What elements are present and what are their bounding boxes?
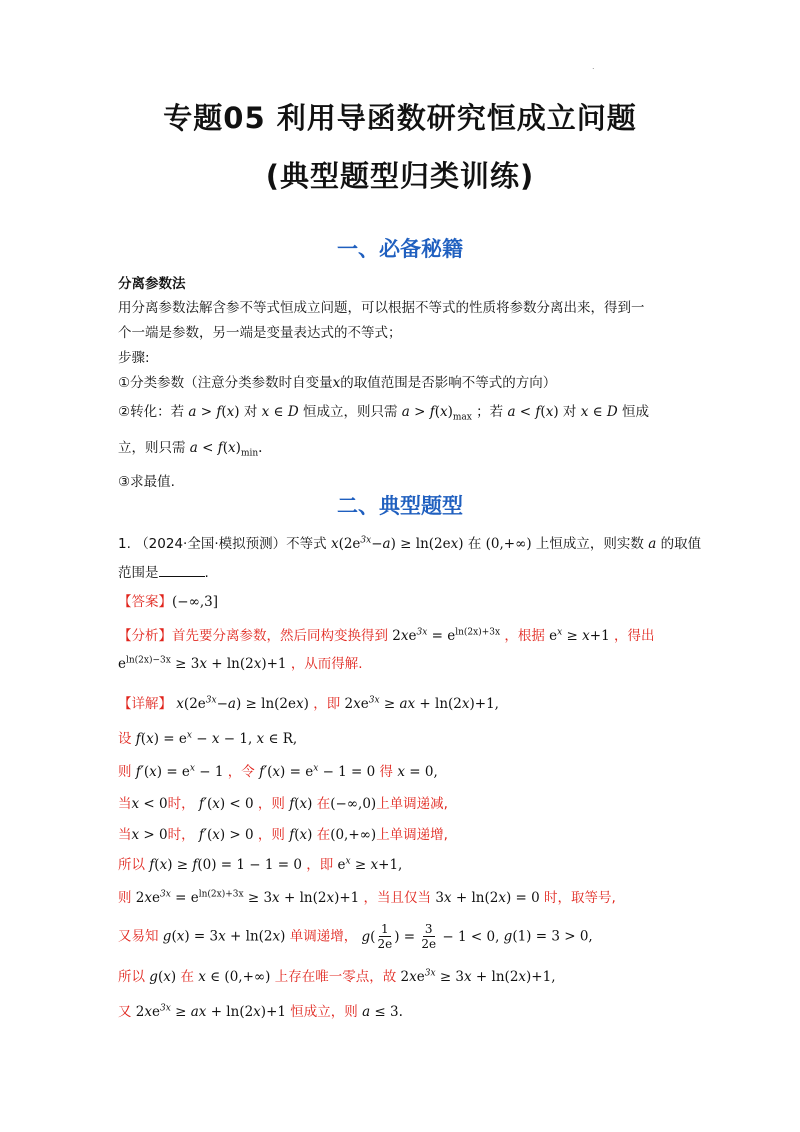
answer-line: 【答案】(−∞,3] (118, 594, 218, 610)
intro-line-1: 用分离参数法解含参不等式恒成立问题，可以根据不等式的性质将参数分离出来，得到一 (118, 300, 645, 316)
detail-line-2: 设 $f(x) = e^x - x - 1$, x ∈ R, (118, 730, 298, 747)
step-1: ①分类参数（注意分类参数时自变量x的取值范围是否影响不等式的方向） (118, 375, 557, 391)
intro-line-2: 个一端是参数，另一端是变量表达式的不等式； (118, 325, 402, 341)
document-title: 专题05 利用导函数研究恒成立问题 (163, 101, 637, 135)
detail-line-7: 则 $2xe^{3x} = e^{ln(2x)+3x} \ge 3x + \ln(2x)+1$ ，当且仅当 3x + ln(2x) = 0 时，取等号, (118, 889, 616, 906)
detail-line-10: 又 $2xe^{3x}$ ≥ ax + ln(2x)+1 恒成立，则 a ≤ 3. (118, 1003, 403, 1020)
document-subtitle: (典型题型归类训练) (265, 159, 535, 193)
detail-line-6: 所以 f(x) ≥ f(0) = 1 − 1 = 0 ，即 $e^x \ge x+1$, (118, 856, 403, 873)
method-heading: 分离参数法 (118, 276, 186, 292)
detail-line-3: 则 $f'(x) = e^x - 1$ ，令 $f'(x) = e^x - 1 = 0$ 得 x = 0, (118, 763, 438, 780)
step-2: ②转化：若 a > f(x) 对 x ∈ D 恒成立，则只需 $a > f(x)_{max}$ ；若 a < f(x) 对 x ∈ D 恒成 (118, 404, 650, 423)
step-3: ③求最值. (118, 474, 175, 490)
answer-blank (159, 564, 205, 577)
question-1-line-2: 范围是 . (118, 565, 209, 581)
analysis-line-2: $e^{ln(2x)-3x} \ge 3x + \ln(2x)+1$ ，从而得解. (118, 655, 363, 672)
section-heading-2: 二、典型题型 (337, 494, 463, 518)
detail-line-4: 当x < 0时， f′(x) < 0 ，则 f(x) 在(−∞,0)上单调递减, (118, 796, 448, 812)
page-mark: . (592, 62, 595, 71)
detail-line-8: 又易知 g(x) = 3x + ln(2x) 单调递增， g( $\frac{1}{2e}$ ) = $\frac{3}{2e}$ − 1 < 0, g(1) = 3 > 0, (118, 922, 593, 951)
detail-line-5: 当x > 0时， f′(x) > 0 ，则 f(x) 在(0,+∞)上单调递增, (118, 827, 448, 843)
question-1-line-1: 1. （2024·全国·模拟预测）不等式 $x(2e^{3x}-a) \ge \ln(2ex)$ 在 (0,+∞) 上恒成立，则实数 a 的取值 (118, 535, 702, 552)
detail-line-1: 【详解】 $x(2e^{3x}-a) \ge \ln(2ex)$ ，即 $2xe^{3x}$ ≥ ax + ln(2x)+1, (118, 695, 499, 712)
step-2-cont: 立，则只需 $a < f(x)_{min}$. (118, 440, 263, 459)
steps-label: 步骤: (118, 350, 150, 366)
analysis-line-1: 【分析】首先要分离参数，然后同构变换得到 $2xe^{3x} = e^{ln(2x)+3x}$ ，根据 $e^x \ge x+1$ ，得出 (118, 627, 655, 644)
section-heading-1: 一、必备秘籍 (337, 237, 463, 261)
detail-line-9: 所以 g(x) 在 x ∈ (0,+∞) 上存在唯一零点，故 $2xe^{3x} \ge 3x + \ln(2x)+1$, (118, 968, 556, 985)
